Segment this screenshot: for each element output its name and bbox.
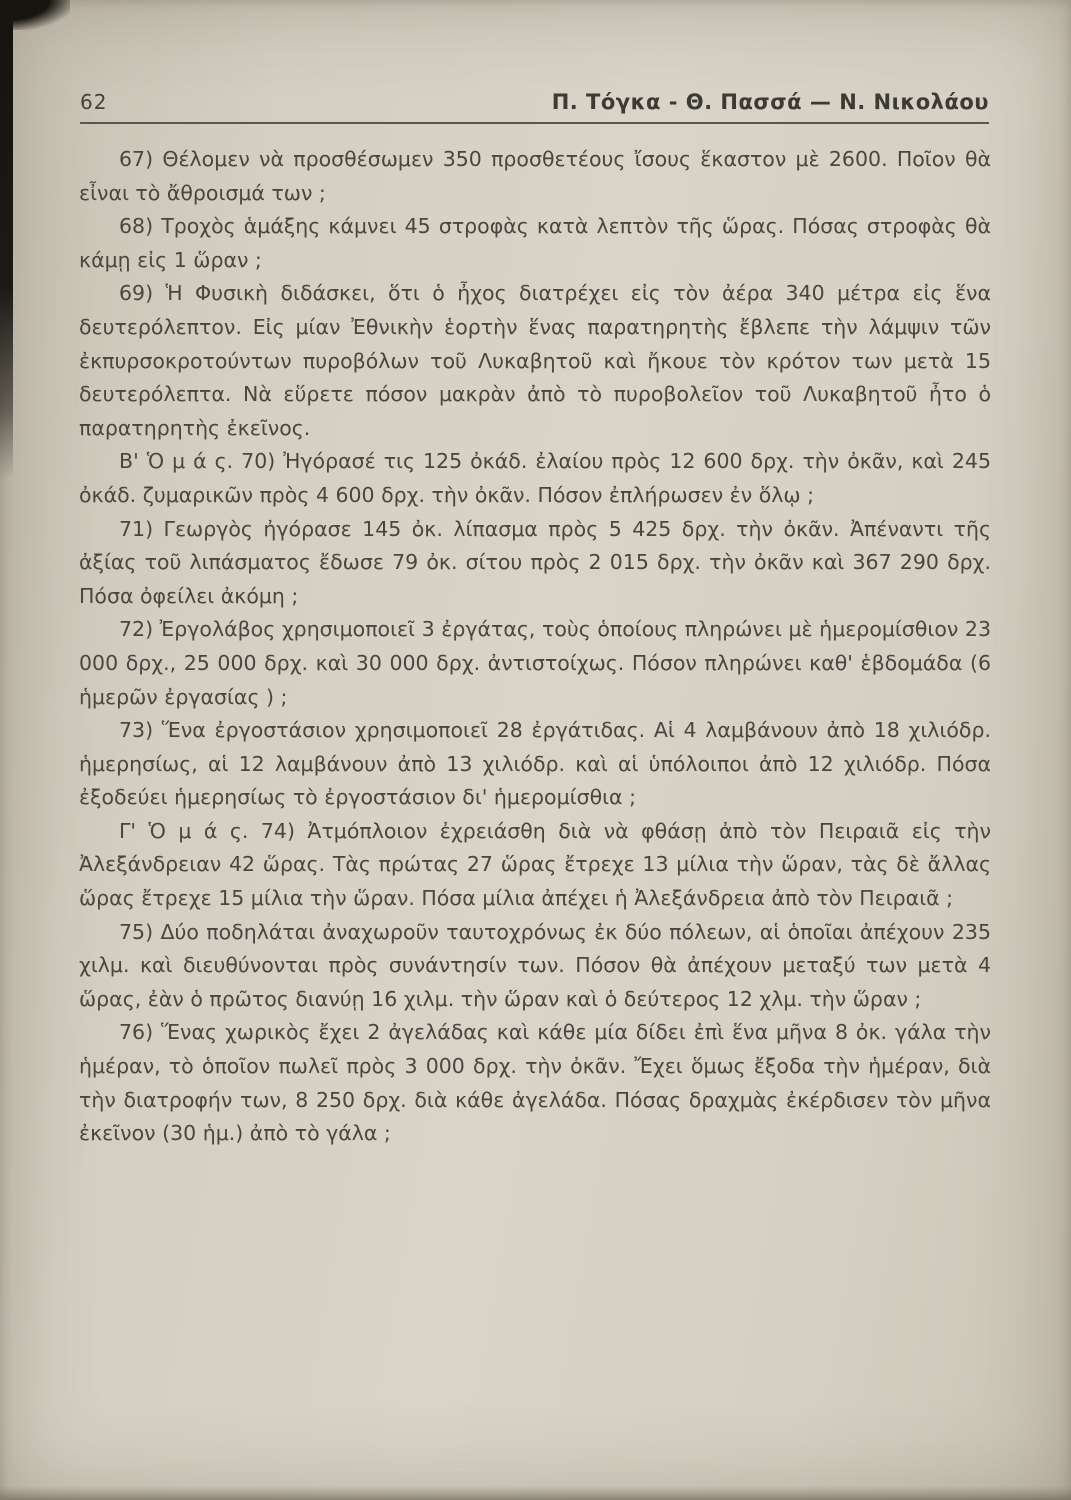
page-header [80, 90, 989, 124]
page-body-text [79, 143, 991, 1151]
problem-paragraph-69: 69) Ἡ Φυσικὴ διδάσκει, ὅτι ὁ ἦχος διατρέχει εἰς τὸν ἀέρα 340 μέτρα εἰς ἕνα δευτερόλεπτον. Εἰς μίαν Ἐθνικὴν ἑορτὴν ἕνας παρατηρητὴς ἔβλεπε τὴν λάμψιν τῶν ἐκπυρσοκροτούντων πυροβόλων τοῦ Λυκαβητοῦ καὶ ἤκουε τὸν κρότον των μετὰ 15 δευτερόλεπτα. Νὰ εὕρετε πόσον μακρὰν ἀπὸ τὸ πυροβολεῖον τοῦ Λυκαβητοῦ ἦτο ὁ παρατηρητὴς ἐκεῖνος. [79, 281, 991, 440]
page-number: 62 [80, 90, 108, 114]
scan-artifact-left-edge [0, 0, 13, 480]
problem-paragraph-71: 71) Γεωργὸς ἠγόρασε 145 ὀκ. λίπασμα πρὸς 5 425 δρχ. τὴν ὀκᾶν. Ἀπέναντι τῆς ἀξίας τοῦ λιπάσματος ἔδωσε 79 ὀκ. σίτου πρὸς 2 015 δρχ. τὴν ὀκᾶν καὶ 367 290 δρχ. Πόσα ὀφείλει ἀκόμη ; [79, 516, 991, 608]
problem-paragraph-74: Γ' Ὁ μ ά ς. 74) Ἀτμόπλοιον ἐχρειάσθη διὰ νὰ φθάσῃ ἀπὸ τὸν Πειραιᾶ εἰς τὴν Ἀλεξάνδρειαν 42 ὥρας. Τὰς πρώτας 27 ὥρας ἔτρεχε 13 μίλια τὴν ὥραν, τὰς δὲ ἄλλας ὥρας ἔτρεχε 15 μίλια τὴν ὥραν. Πόσα μίλια ἀπέχει ἡ Ἀλεξάνδρεια ἀπὸ τὸν Πειραιᾶ ; [79, 818, 991, 911]
scan-artifact-top-left-corner [0, 0, 70, 30]
problem-paragraph-70: Β' Ὁ μ ά ς. 70) Ἠγόρασέ τις 125 ὀκάδ. ἐλαίου πρὸς 12 600 δρχ. τὴν ὀκᾶν, καὶ 245 ὀκάδ. ζυμαρικῶν πρὸς 4 600 δρχ. τὴν ὀκᾶν. Πόσον ἐπλήρωσεν ἐν ὅλῳ ; [79, 449, 991, 507]
problem-paragraph-72: 72) Ἐργολάβος χρησιμοποιεῖ 3 ἐργάτας, τοὺς ὁποίους πληρώνει μὲ ἡμερομίσθιον 23 000 δρχ., 25 000 δρχ. καὶ 30 000 δρχ. ἀντιστοίχως. Πόσον πληρώνει καθ' ἑβδομάδα (6 ἡμερῶν ἐργασίας ) ; [79, 617, 991, 709]
header-authors: Π. Τόγκα - Θ. Πασσά — Ν. Νικολάου [551, 90, 989, 114]
problem-paragraph-73: 73) Ἕνα ἐργοστάσιον χρησιμοποιεῖ 28 ἐργάτιδας. Αἱ 4 λαμβάνουν ἀπὸ 18 χιλιόδρ. ἡμερησίως, αἱ 12 λαμβάνουν ἀπὸ 13 χιλιόδρ. καὶ αἱ ὑπόλοιποι ἀπὸ 12 χιλιόδρ. Πόσα ἐξοδεύει ἡμερησίως τὸ ἐργοστάσιον δι' ἡμερομίσθια ; [79, 718, 991, 810]
problem-paragraph-68: 68) Τροχὸς ἁμάξης κάμνει 45 στροφὰς κατὰ λεπτὸν τῆς ὥρας. Πόσας στροφὰς θὰ κάμῃ εἰς 1 ὥραν ; [79, 214, 991, 272]
problem-paragraph-75: 75) Δύο ποδηλάται ἀναχωροῦν ταυτοχρόνως ἐκ δύο πόλεων, αἱ ὁποῖαι ἀπέχουν 235 χιλμ. καὶ διευθύνονται πρὸς συνάντησίν των. Πόσον θὰ ἀπέχουν μεταξύ των μετὰ 4 ὥρας, ἐὰν ὁ πρῶτος διανύῃ 16 χιλμ. τὴν ὥραν καὶ ὁ δεύτερος 12 χλμ. τὴν ὥραν ; [79, 919, 991, 1011]
problem-paragraph-67: 67) Θέλομεν νὰ προσθέσωμεν 350 προσθετέους ἴσους ἕκαστον μὲ 2600. Ποῖον θὰ εἶναι τὸ ἄθροισμά των ; [79, 147, 991, 205]
problem-paragraph-76: 76) Ἕνας χωρικὸς ἔχει 2 ἀγελάδας καὶ κάθε μία δίδει ἐπὶ ἕνα μῆνα 8 ὀκ. γάλα τὴν ἡμέραν, τὸ ὁποῖον πωλεῖ πρὸς 3 000 δρχ. τὴν ὀκᾶν. Ἔχει ὅμως ἔξοδα τὴν ἡμέραν, διὰ τὴν διατροφήν των, 8 250 δρχ. διὰ κάθε ἀγελάδα. Πόσας δραχμὰς ἐκέρδισεν τὸν μῆνα ἐκεῖνον (30 ἡμ.) ἀπὸ τὸ γάλα ; [79, 1020, 991, 1146]
scan-artifact-bottom-edge [0, 1486, 1071, 1500]
